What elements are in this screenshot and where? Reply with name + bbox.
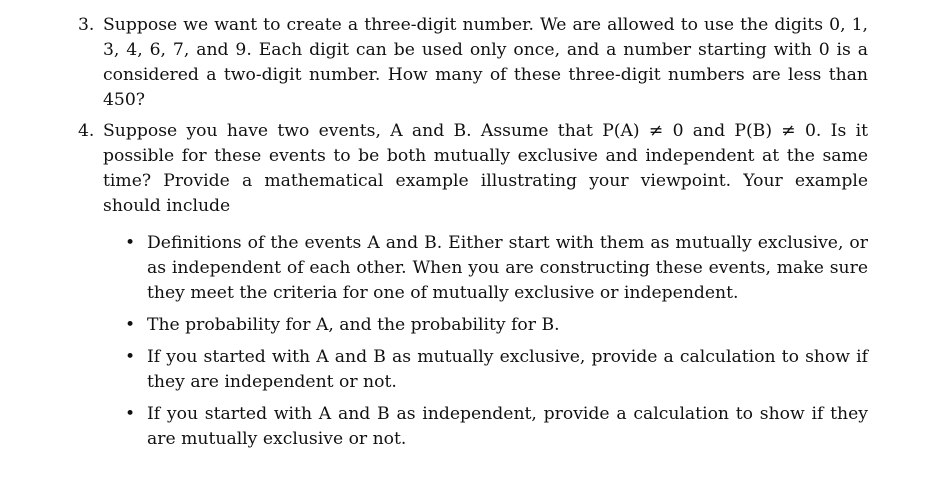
list-item-text: If you started with A and B as independent, provide a calculation to show if they are mutually exclusive or not. (147, 404, 868, 449)
problem-3 (78, 13, 868, 113)
problem-text: Suppose we want to create a three-digit number. We are allowed to use the digits 0, 1, 3, 4, 6, 7, and 9. Each digit can be used only once, and a number starting with 0 is a considered a two-digit number. How many of these three-digit numbers are less than 450? (103, 15, 868, 110)
list-item (125, 313, 868, 338)
list-item (125, 345, 868, 395)
list-item-text: The probability for A, and the probability for B. (147, 315, 560, 335)
bullet-icon: • (125, 404, 136, 424)
bullet-icon: • (125, 233, 136, 253)
problem-4 (78, 119, 868, 459)
problem-number: 4. (78, 121, 95, 141)
problem-number: 3. (78, 15, 95, 35)
bullet-icon: • (125, 315, 136, 335)
list-item (125, 402, 868, 452)
list-item (125, 231, 868, 306)
problem-text: Suppose you have two events, A and B. Assume that P(A) ≠ 0 and P(B) ≠ 0. Is it possible for these events to be both mutually exclusive and independent at the same time? Provide a mathematical example illustrating your viewpoint. Your example should include (103, 121, 868, 216)
requirements-list (78, 231, 868, 452)
list-item-text: Definitions of the events A and B. Either start with them as mutually exclusive, or as independent of each other. When you are constructing these events, make sure they meet the criteria for one of mutually exclusive or independent. (147, 233, 868, 303)
list-item-text: If you started with A and B as mutually exclusive, provide a calculation to show if they are independent or not. (147, 347, 868, 392)
bullet-icon: • (125, 347, 136, 367)
